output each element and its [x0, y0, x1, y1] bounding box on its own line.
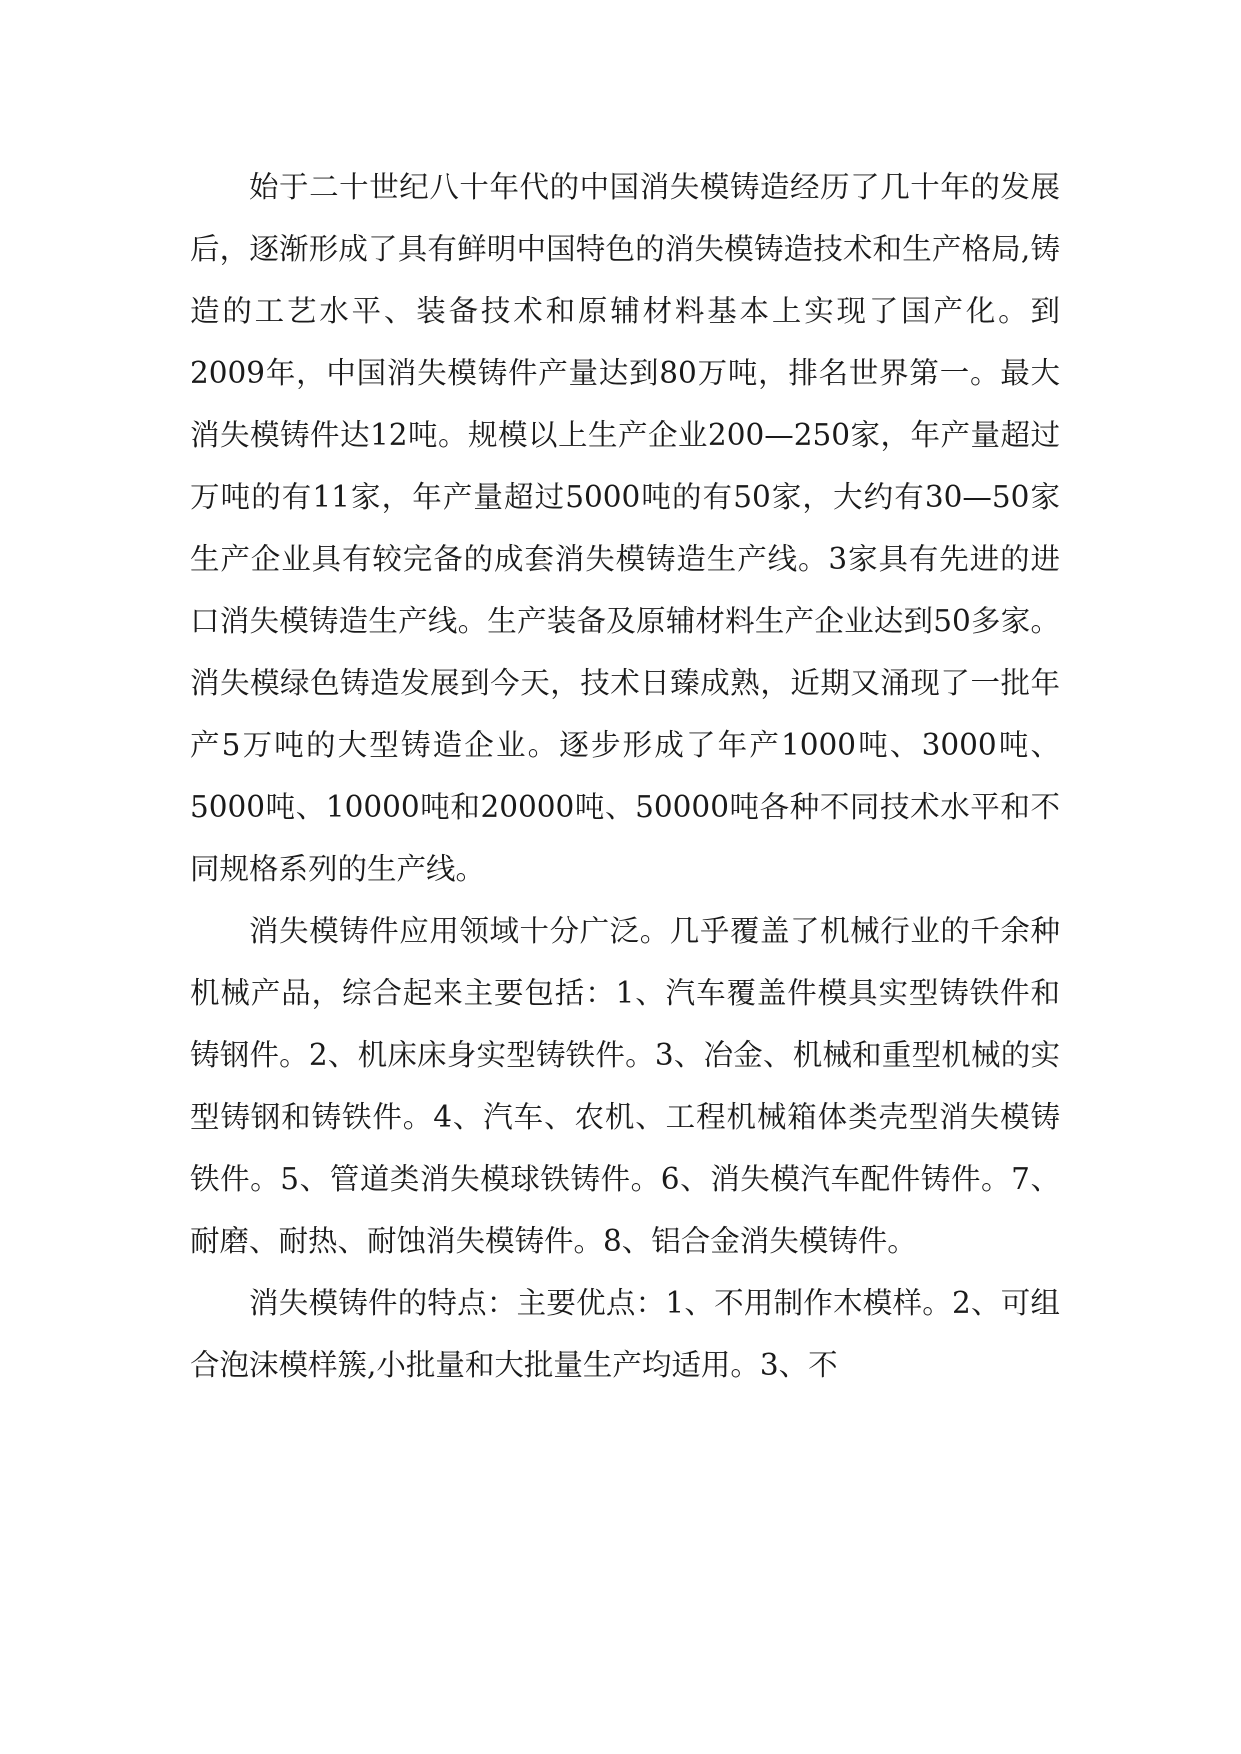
document-body: [190, 156, 1060, 1396]
paragraph-application-fields: 消失模铸件应用领域十分广泛。几乎覆盖了机械行业的千余种机械产品，综合起来主要包括：1、汽车覆盖件模具实型铸铁件和铸钢件。2、机床床身实型铸铁件。3、冶金、机械和重型机械的实型铸钢和铸铁件。4、汽车、农机、工程机械箱体类壳型消失模铸铁件。5、管道类消失模球铁铸件。6、消失模汽车配件铸件。7、耐磨、耐热、耐蚀消失模铸件。8、铝合金消失模铸件。: [190, 914, 1060, 1258]
paragraph-casting-features: 消失模铸件的特点：主要优点：1、不用制作木模样。2、可组合泡沫模样簇,小批量和大批量生产均适用。3、不: [190, 1286, 1060, 1382]
paragraph-industry-history: 始于二十世纪八十年代的中国消失模铸造经历了几十年的发展后，逐渐形成了具有鲜明中国特色的消失模铸造技术和生产格局,铸造的工艺水平、装备技术和原辅材料基本上实现了国产化。到2009年，中国消失模铸件产量达到80万吨，排名世界第一。最大消失模铸件达12吨。规模以上生产企业200—250家，年产量超过万吨的有11家，年产量超过5000吨的有50家，大约有30—50家生产企业具有较完备的成套消失模铸造生产线。3家具有先进的进口消失模铸造生产线。生产装备及原辅材料生产企业达到50多家。消失模绿色铸造发展到今天，技术日臻成熟，近期又涌现了一批年产5万吨的大型铸造企业。逐步形成了年产1000吨、3000吨、5000吨、10000吨和20000吨、50000吨各种不同技术水平和不同规格系列的生产线。: [190, 170, 1060, 886]
